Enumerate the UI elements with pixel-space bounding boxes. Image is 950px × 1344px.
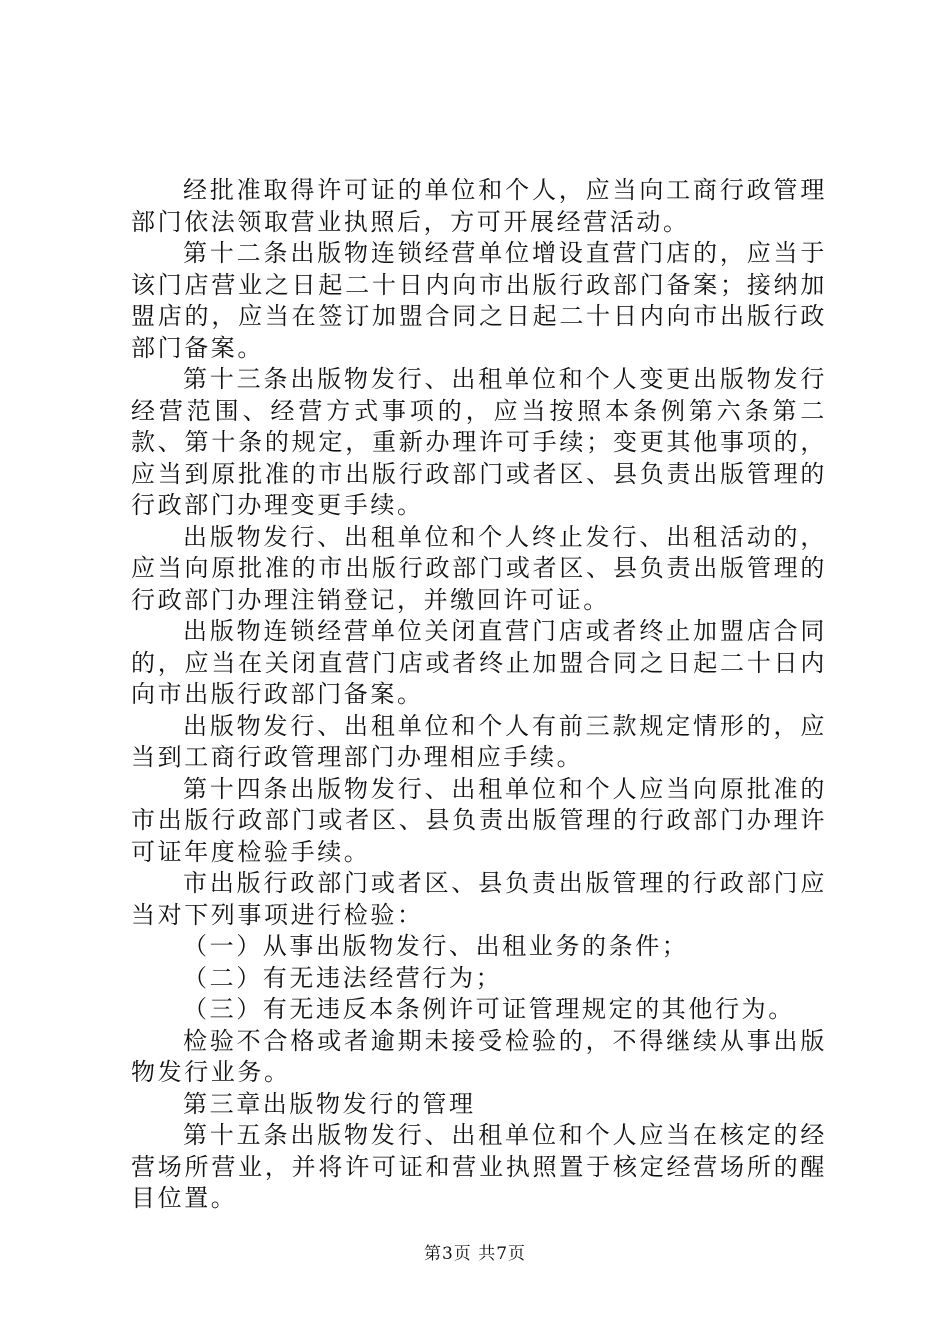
paragraph-1: 经批准取得许可证的单位和个人，应当向工商行政管理部门依法领取营业执照后，方可开展经营活动。	[131, 176, 827, 236]
paragraph-article-15: 第十五条出版物发行、出租单位和个人应当在核定的经营场所营业，并将许可证和营业执照置于核定经营场所的醒目位置。	[131, 1121, 827, 1212]
page-number-footer: 第3页 共7页	[423, 1244, 527, 1264]
paragraph-inspection-failure: 检验不合格或者逾期未接受检验的，不得继续从事出版物发行业务。	[131, 1026, 827, 1086]
list-item-1: （一）从事出版物发行、出租业务的条件；	[183, 932, 689, 960]
paragraph-inspection-items: 市出版行政部门或者区、县负责出版管理的行政部门应当对下列事项进行检验：	[131, 869, 827, 929]
paragraph-article-12: 第十二条出版物连锁经营单位增设直营门店的，应当于该门店营业之日起二十日内向市出版行政部门备案；接纳加盟店的，应当在签订加盟合同之日起二十日内向市出版行政部门备案。	[131, 239, 827, 362]
document-body	[131, 175, 827, 1215]
chapter-heading: 第三章出版物发行的管理	[183, 1089, 476, 1118]
paragraph-article-14: 第十四条出版物发行、出租单位和个人应当向原批准的市出版行政部门或者区、县负责出版管理的行政部门办理许可证年度检验手续。	[131, 774, 827, 866]
list-item-3: （三）有无违反本条例许可证管理规定的其他行为。	[183, 995, 795, 1023]
paragraph-chain-closure: 出版物连锁经营单位关闭直营门店或者终止加盟店合同的，应当在关闭直营门店或者终止加盟合同之日起二十日内向市出版行政部门备案。	[131, 617, 827, 708]
paragraph-termination: 出版物发行、出租单位和个人终止发行、出租活动的，应当向原批准的市出版行政部门或者区、县负责出版管理的行政部门办理注销登记，并缴回许可证。	[131, 522, 827, 614]
paragraph-business-registration: 出版物发行、出租单位和个人有前三款规定情形的，应当到工商行政管理部门办理相应手续。	[131, 711, 827, 771]
list-item-2: （二）有无违法经营行为；	[183, 963, 503, 992]
paragraph-article-13: 第十三条出版物发行、出租单位和个人变更出版物发行经营范围、经营方式事项的，应当按照本条例第六条第二款、第十条的规定，重新办理许可手续；变更其他事项的，应当到原批准的市出版行政部门或者区、县负责出版管理的行政部门办理变更手续。	[131, 365, 827, 519]
